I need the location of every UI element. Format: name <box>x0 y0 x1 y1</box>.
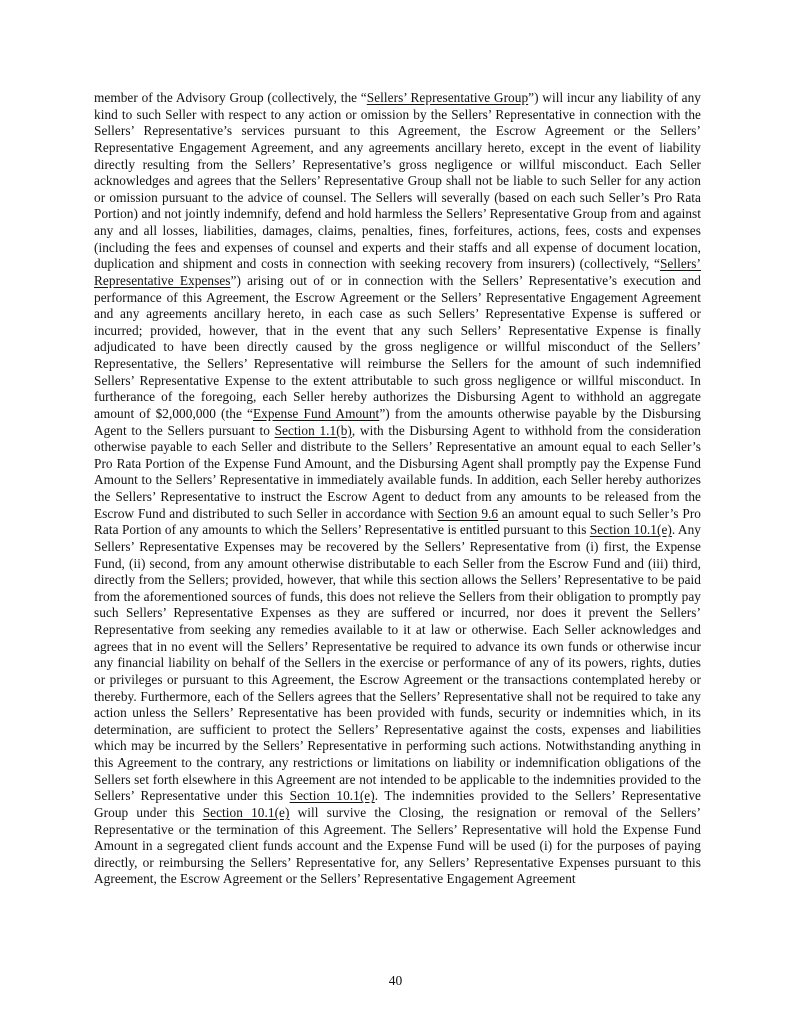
text-run: an amount equal to such Seller’s Pro Rata Portion of any amounts to which the Sellers’ Representative is entitled pursuant to this <box>94 505 701 538</box>
underlined-defined-term: Section 10.1(e) <box>289 788 375 804</box>
text-run: ”) will incur any liability of any kind to such Seller with respect to any action or omission by the Sellers’ Representative in connection with the Sellers’ Representative’s services pursuant to this Agreement, the Escrow Agreement or the Sellers’ Representative Engagement Agreement, and any agreements ancillary hereto, except in the event of liability directly resulting from the Sellers’ Representative’s gross negligence or willful misconduct. Each Seller acknowledges and agrees that the Sellers’ Representative Group shall not be liable to such Seller for any action or omission pursuant to the advice of counsel. The Sellers will severally (based on each such Seller’s Pro Rata Portion) and not jointly indemnify, defend and hold harmless the Sellers’ Representative Group from and against any and all losses, liabilities, damages, claims, penalties, fines, forfeitures, actions, fees, costs and expenses (including the fees and expenses of counsel and experts and their staffs and all expense of document location, duplication and shipment and costs in connection with seeking recovery from insurers) (collectively, “ <box>94 90 701 272</box>
text-run: . The indemnities provided to the Sellers’ Representative Group under this <box>94 788 701 820</box>
text-run: ”) arising out of or in connection with the Sellers’ Representative’s execution and performance of this Agreement, the Escrow Agreement or the Sellers’ Representative Engagement Agreement and any agreements ancillary hereto, in each case as such Sellers’ Representative Expense is suffered or incurred; provided, however, that in the event that any such Sellers’ Representative Expense is finally adjudicated to have been directly caused by the gross negligence or willful misconduct of the Sellers’ Representative, the Sellers’ Representative will reimburse the Sellers for the amount of such indemnified Sellers’ Representative Expense to the extent attributable to such gross negligence or willful misconduct. In furtherance of the foregoing, each Seller hereby authorizes the Disbursing Agent to withhold an aggregate amount of $2,000,000 (the “ <box>94 272 701 421</box>
contract-paragraph <box>94 90 701 888</box>
underlined-defined-term: Section 10.1(e) <box>202 804 290 820</box>
underlined-defined-term: Section 1.1(b) <box>274 422 352 438</box>
underlined-defined-term: Section 9.6 <box>437 505 499 521</box>
text-run: . Any Sellers’ Representative Expenses may be recovered by the Sellers’ Representative from (i) first, the Expense Fund, (ii) second, from any amount otherwise distributable to each Seller from the Escrow Fund and (iii) third, directly from the Sellers; provided, however, that while this section allows the Sellers’ Representative to be paid from the aforementioned sources of funds, this does not relieve the Sellers from their obligation to promptly pay such Sellers’ Representative Expenses as they are suffered or incurred, nor does it prevent the Sellers’ Representative from seeking any remedies available to it at law or otherwise. Each Seller acknowledges and agrees that in no event will the Sellers’ Representative be required to advance its own funds or otherwise incur any financial liability on behalf of the Sellers in the exercise or performance of any of its powers, rights, duties or privileges or pursuant to this Agreement, the Escrow Agreement or the transactions contemplated hereby or thereby. Furthermore, each of the Sellers agrees that the Sellers’ Representative shall not be required to take any action unless the Sellers’ Representative has been provided with funds, security or indemnities which, in its determination, are sufficient to protect the Sellers’ Representative against the costs, expenses and liabilities which may be incurred by the Sellers’ Representative in performing such actions. Notwithstanding anything in this Agreement to the contrary, any restrictions or limitations on liability or indemnification obligations of the Sellers set forth elsewhere in this Agreement are not intended to be applicable to the indemnities provided to the Sellers’ Representative under this <box>94 522 701 804</box>
underlined-defined-term: Sellers’ Representative Expenses <box>94 256 701 288</box>
text-run: , with the Disbursing Agent to withhold from the consideration otherwise payable to each Seller and distribute to the Sellers’ Representative an amount equal to each Seller’s Pro Rata Portion of the Expense Fund Amount, and the Disbursing Agent shall promptly pay the Expense Fund Amount to the Sellers’ Representative in immediately available funds. In addition, each Seller hereby authorizes the Sellers’ Representative to instruct the Escrow Agent to deduct from any amounts to be released from the Escrow Fund and distributed to such Seller in accordance with <box>94 422 701 521</box>
text-run: will survive the Closing, the resignation or removal of the Sellers’ Representative or the termination of this Agreement. The Sellers’ Representative will hold the Expense Fund Amount in a segregated client funds account and the Expense Fund will be used (i) for the purposes of paying directly, or reimbursing the Sellers’ Representative for, any Sellers’ Representative Expenses pursuant to this Agreement, the Escrow Agreement or the Sellers’ Representative Engagement Agreement <box>94 804 701 887</box>
underlined-defined-term: Section 10.1(e) <box>589 522 672 538</box>
underlined-defined-term: Expense Fund Amount <box>252 405 380 421</box>
text-run: ”) from the amounts otherwise payable by the Disbursing Agent to the Sellers pursuant to <box>94 405 701 438</box>
underlined-defined-term: Sellers’ Representative Group <box>366 90 529 105</box>
text-run: member of the Advisory Group (collectively, the “ <box>94 90 367 105</box>
page-number: 40 <box>388 973 403 988</box>
